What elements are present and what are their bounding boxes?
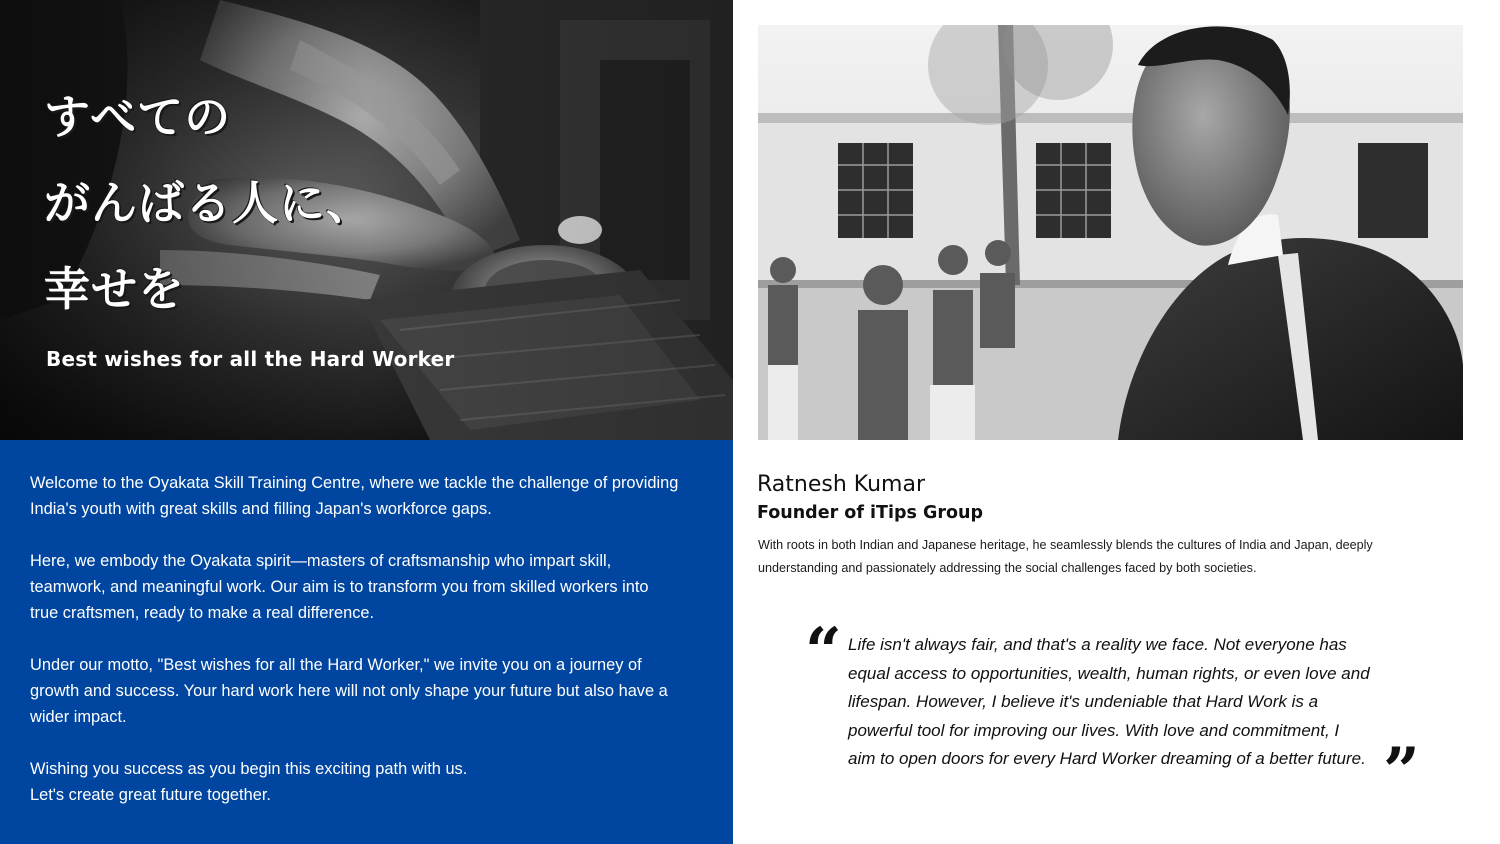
intro-paragraph-spirit — [30, 548, 713, 626]
intro-line: Welcome to the Oyakata Skill Training Centre, where we tackle the challenge of providing — [30, 474, 679, 492]
quote-line: lifespan. However, I believe it's undeniable that Hard Work is a — [848, 692, 1319, 712]
intro-line: India's youth with great skills and filling Japan's workforce gaps. — [30, 500, 492, 518]
intro-line: Wishing you success as you begin this exciting path with us. — [30, 760, 468, 778]
quote-line: powerful tool for improving our lives. With love and commitment, I — [848, 720, 1340, 740]
founder-bio — [758, 534, 1457, 580]
founder-bio-line: With roots in both Indian and Japanese heritage, he seamlessly blends the cultures of India and Japan, deeply — [758, 538, 1373, 552]
founder-quote — [805, 614, 1420, 809]
intro-line: wider impact. — [30, 708, 127, 726]
quote-line: aim to open doors for every Hard Worker dreaming of a better future. — [848, 749, 1366, 769]
intro-paragraph-closing — [30, 756, 713, 808]
hero-subtitle: Best wishes for all the Hard Worker — [46, 347, 455, 371]
intro-line: growth and success. Your hard work here will not only shape your future but also have a — [30, 682, 668, 700]
hero-japanese-title — [44, 74, 373, 332]
hero-banner — [0, 0, 733, 440]
intro-panel — [0, 440, 733, 844]
intro-line: Under our motto, "Best wishes for all the Hard Worker," we invite you on a journey of — [30, 656, 642, 674]
intro-line: true craftsmen, ready to make a real difference. — [30, 604, 375, 622]
quote-text — [848, 631, 1393, 774]
hero-title-line-3: 幸せを — [44, 262, 185, 316]
quote-line: Life isn't always fair, and that's a reality we face. Not everyone has — [848, 635, 1347, 654]
intro-line: teamwork, and meaningful work. Our aim is to transform you from skilled workers into — [30, 578, 649, 596]
intro-line: Here, we embody the Oyakata spirit—masters of craftsmanship who impart skill, — [30, 552, 612, 570]
hero-title-line-2: がんばる人に、 — [44, 176, 373, 230]
quote-line: equal access to opportunities, wealth, human rights, or even love and — [848, 663, 1370, 683]
intro-line: Let's create great future together. — [30, 786, 271, 804]
founder-portrait-photo — [758, 25, 1463, 440]
open-quote-mark-icon: “ — [805, 614, 842, 689]
founder-name: Ratnesh Kumar — [757, 472, 926, 497]
founder-profile — [757, 470, 1457, 580]
founder-bio-line: understanding and passionately addressing the social challenges faced by both societies. — [758, 561, 1257, 575]
close-quote-mark-icon: ” — [1383, 734, 1420, 809]
founder-role: Founder of iTips Group — [757, 503, 984, 523]
hero-title-line-1: すべての — [44, 90, 232, 144]
intro-paragraph-welcome — [30, 470, 713, 522]
intro-paragraph-motto — [30, 652, 713, 730]
